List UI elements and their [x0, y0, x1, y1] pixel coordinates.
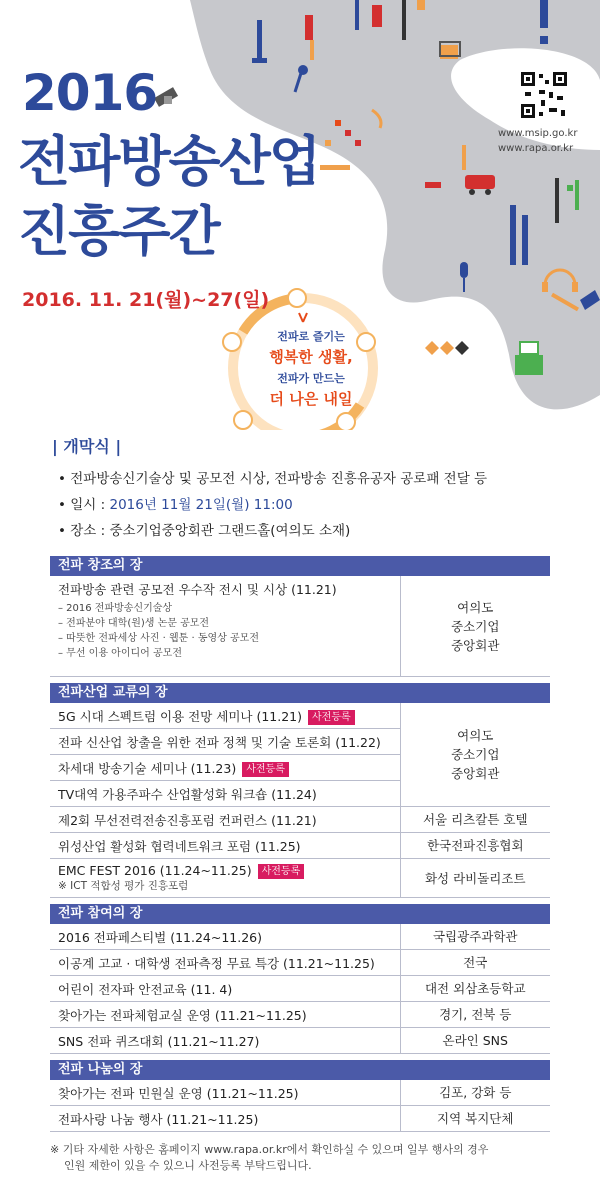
venue-cell: [400, 576, 550, 677]
pre-registration-badge[interactable]: 사전등록: [308, 710, 355, 725]
table-row: [50, 833, 550, 859]
venue-cell: 경기, 전북 등: [400, 1002, 550, 1028]
deco-diamond: [455, 341, 469, 355]
venue-cell: 온라인 SNS: [400, 1028, 550, 1054]
event-date: 2016. 11. 21(월)~27(일): [22, 289, 270, 311]
table-row: [50, 924, 550, 950]
section-header: 전파산업 교류의 장: [50, 683, 550, 703]
deco-bar: [540, 36, 548, 44]
subitem: – 따뜻한 전파세상 사진 · 웹툰 · 동영상 공모전: [58, 633, 260, 644]
venue-cell: 서울 리츠칼튼 호텔: [400, 807, 550, 833]
footer-line-1: ※ 기타 자세한 사항은 홈페이지 www.rapa.or.kr에서 확인하실 수 있으며 일부 행사의 경우: [50, 1143, 489, 1156]
deco-bar: [417, 0, 425, 10]
deco-diamond: [440, 341, 454, 355]
venue-cell: 화성 라비돌리조트: [400, 859, 550, 898]
opening-item: [58, 466, 487, 492]
pre-registration-badge[interactable]: 사전등록: [242, 762, 289, 777]
table-row: [50, 576, 550, 677]
slogan-line-3: 전파가 만드는: [277, 372, 345, 385]
event-cell: 찾아가는 전파체험교실 운영 (11.21~11.25): [50, 1002, 400, 1028]
event-title: 전파 신산업 창출을 위한 전파 정책 및 기술 토론회 (11.22): [58, 734, 381, 750]
footer-line-2: 인원 제한이 있을 수 있으니 사전등록 부탁드립니다.: [64, 1159, 312, 1172]
venue-cell: [400, 703, 550, 807]
opening-item-text: 전파방송신기술상 및 공모전 시상, 전파방송 진흥유공자 공로패 전달 등: [70, 471, 488, 487]
subitems: [58, 601, 400, 661]
opening-item-value: 중소기업중앙회관 그랜드홀(여의도 소재): [109, 523, 351, 539]
event-cell: 전파사랑 나눔 행사 (11.21~11.25): [50, 1106, 400, 1132]
deco-bar: [320, 165, 350, 170]
table-row: [50, 976, 550, 1002]
opening-item: [58, 492, 487, 518]
section-table: [50, 576, 550, 677]
section-table: [50, 703, 550, 898]
event-cell: [50, 755, 400, 781]
deco-bar: [567, 185, 573, 191]
event-cell: [50, 859, 400, 898]
url-rapa[interactable]: www.rapa.or.kr: [498, 143, 574, 154]
table-row: [50, 1002, 550, 1028]
slogan-line-4: 더 나은 내일: [269, 390, 353, 408]
deco-bar: [540, 0, 548, 28]
subitem: – 전파분야 대학(원)생 논문 공모전: [58, 618, 210, 629]
opening-item: [58, 518, 487, 544]
event-cell: [50, 729, 400, 755]
table-row: [50, 807, 550, 833]
deco-bar: [257, 20, 262, 58]
website-urls: [498, 126, 577, 156]
venue-line: 중앙회관: [451, 637, 500, 653]
table-row: [50, 950, 550, 976]
event-title: 전파방송 관련 공모전 우수작 전시 및 시상 (11.21): [58, 582, 337, 597]
deco-bar: [325, 140, 331, 146]
deco-bar: [575, 180, 579, 210]
deco-bar: [425, 182, 441, 188]
section-header: 전파 나눔의 장: [50, 1060, 550, 1080]
venue-cell: 지역 복지단체: [400, 1106, 550, 1132]
table-row: [50, 859, 550, 898]
title-year: 2016: [22, 64, 158, 122]
venue-cell: 전국: [400, 950, 550, 976]
venue-cell: 한국전파진흥협회: [400, 833, 550, 859]
event-title: 차세대 방송기술 세미나 (11.23): [58, 760, 237, 776]
section-header: 전파 창조의 장: [50, 556, 550, 576]
qr-code-icon[interactable]: [519, 70, 569, 120]
satellite-icon: [154, 87, 178, 107]
deco-bar: [345, 130, 351, 136]
deco-bar: [462, 145, 466, 170]
bullet: •: [58, 523, 66, 539]
section-table: [50, 924, 550, 1054]
venue-line: 중소기업: [451, 618, 500, 634]
deco-bar: [252, 58, 267, 63]
printer-icon: [515, 342, 543, 375]
deco-bar: [355, 140, 361, 146]
venue-cell: 국립광주과학관: [400, 924, 550, 950]
subitem: – 2016 전파방송신기술상: [58, 603, 173, 614]
event-title: 위성산업 활성화 협력네트워크 포럼 (11.25): [58, 838, 301, 854]
section-table: [50, 1080, 550, 1132]
venue-line: 여의도: [457, 599, 494, 615]
event-cell: 어린이 전자파 안전교육 (11. 4): [50, 976, 400, 1002]
slogan-line-1: 전파로 즐기는: [277, 330, 345, 343]
deco-bar: [305, 15, 313, 40]
deco-diamond: [425, 341, 439, 355]
deco-bar: [355, 0, 359, 30]
event-cell: 찾아가는 전파 민원실 운영 (11.21~11.25): [50, 1080, 400, 1106]
opening-item-value: 2016년 11월 21일(월) 11:00: [109, 497, 293, 513]
table-row: [50, 1106, 550, 1132]
program-tables: [50, 556, 550, 1132]
deco-bar: [372, 5, 382, 27]
venue-line: 중소기업: [451, 747, 500, 762]
venue-line: 중앙회관: [451, 766, 500, 781]
table-row: [50, 1028, 550, 1054]
deco-bar: [510, 205, 516, 265]
deco-bar: [335, 120, 341, 126]
table-row: [50, 1080, 550, 1106]
event-cell: [50, 576, 400, 677]
url-msip[interactable]: www.msip.go.kr: [498, 128, 578, 139]
event-cell: [50, 781, 400, 807]
table-row: [50, 703, 550, 729]
opening-item-label: 장소 :: [70, 523, 110, 539]
bullet: •: [58, 471, 66, 487]
deco-bar: [402, 0, 406, 40]
venue-line: 여의도: [457, 728, 494, 743]
event-note: ※ ICT 적합성 평가 진흥포럼: [58, 880, 189, 892]
footer-note: [50, 1142, 560, 1174]
bullet: •: [58, 497, 66, 513]
event-cell: [50, 833, 400, 859]
title-line-2: 진흥주간: [18, 200, 219, 263]
event-cell: SNS 전파 퀴즈대회 (11.21~11.27): [50, 1028, 400, 1054]
event-title: TV대역 가용주파수 산업활성화 워크숍 (11.24): [58, 786, 317, 802]
event-title: 5G 시대 스펙트럼 이용 전망 세미나 (11.21): [58, 708, 302, 724]
event-cell: 2016 전파페스티벌 (11.24~11.26): [50, 924, 400, 950]
event-title: 제2회 무선전력전송진흥포럼 컨퍼런스 (11.21): [58, 812, 317, 828]
slogan-line-2: 행복한 생활,: [269, 348, 353, 366]
slogan: [248, 328, 374, 409]
hero-banner: [0, 0, 600, 430]
title-line-1: 전파방송산업: [18, 130, 319, 193]
opening-item-label: 일시 :: [70, 497, 110, 513]
event-title: EMC FEST 2016 (11.24~11.25): [58, 863, 252, 878]
pre-registration-badge[interactable]: 사전등록: [258, 864, 305, 879]
section-header: 전파 참여의 장: [50, 904, 550, 924]
subitem: – 무선 이용 아이디어 공모전: [58, 648, 182, 659]
venue-cell: 대전 외삼초등학교: [400, 976, 550, 1002]
event-cell: [50, 807, 400, 833]
venue-cell: 김포, 강화 등: [400, 1080, 550, 1106]
event-cell: [50, 703, 400, 729]
opening-heading: | 개막식 |: [52, 437, 122, 456]
deco-bar: [555, 178, 559, 223]
deco-bar: [522, 215, 528, 265]
opening-list: [58, 466, 487, 544]
deco-bar: [310, 40, 314, 60]
event-cell: 이공계 고교 · 대학생 전파측정 무료 특강 (11.21~11.25): [50, 950, 400, 976]
